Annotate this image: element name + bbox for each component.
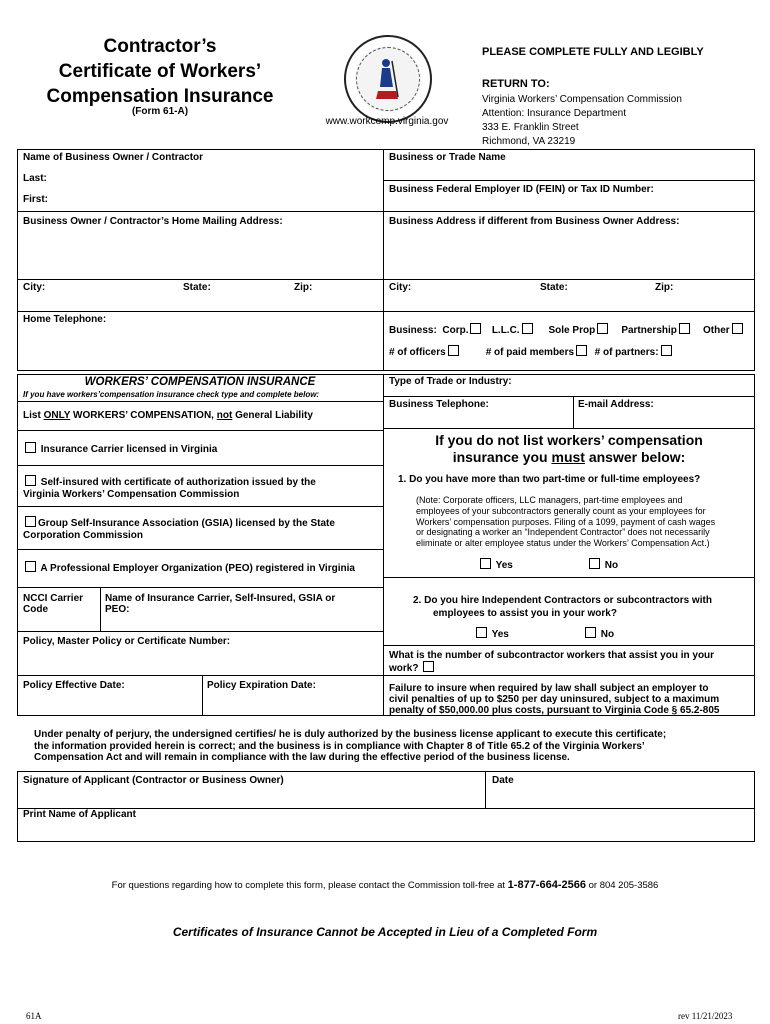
ncci-code-field[interactable]: [23, 593, 83, 615]
signature-field[interactable]: Signature of Applicant (Contractor or Business Owner): [23, 775, 284, 786]
contact-post: or 804 205-3586: [585, 880, 659, 891]
cert-line2: the information provided herein is correct; and the business is in compliance with Chapter 8 of Title 65.2 of the Virginia Workers’: [34, 740, 645, 752]
divider: [383, 180, 755, 181]
divider: [17, 587, 383, 588]
self-insured-label2: Virginia Workers’ Compensation Commission: [23, 489, 240, 500]
list-post: General Liability: [232, 410, 313, 421]
question-1-note: [416, 495, 715, 549]
title-line1: Contractor’s: [103, 36, 217, 57]
heading2-post: answer below:: [584, 449, 686, 465]
business-address-field[interactable]: Business Address if different from Business Owner Address:: [389, 216, 680, 227]
contact-pre: For questions regarding how to complete this form, please contact the Commission toll-free at: [111, 880, 508, 891]
carrier-name-label2: PEO:: [105, 604, 130, 615]
carrier-name-label1: Name of Insurance Carrier, Self-Insured, GSIA or: [105, 593, 336, 604]
trade-type-field[interactable]: Type of Trade or Industry:: [389, 376, 512, 387]
owner-name-label: Name of Business Owner / Contractor: [23, 152, 204, 163]
penalty-notice: [389, 683, 720, 716]
date-field[interactable]: Date: [492, 775, 514, 786]
llc-label: L.L.C.: [491, 325, 520, 336]
divider: [17, 675, 383, 676]
officers-checkbox[interactable]: [448, 345, 459, 356]
title-line2: Certificate of Workers’: [58, 61, 262, 82]
form-number: (Form 61-A): [131, 106, 189, 117]
sub-count-checkbox[interactable]: [423, 661, 434, 672]
gsia-label1: Group Self-Insurance Association (GSIA) licensed by the State: [38, 518, 335, 529]
questions-heading1: If you do not list workers’ compensation: [435, 432, 703, 448]
self-insured-label1: Self-insured with certificate of authorization issued by the: [40, 477, 316, 488]
divider: [17, 211, 383, 212]
divider: [383, 645, 755, 646]
sub-count-line2: work?: [389, 663, 419, 674]
divider: [17, 279, 383, 280]
title-line3: Compensation Insurance: [46, 86, 274, 107]
heading2-must: must: [551, 449, 585, 465]
sole-prop-label: Sole Prop: [548, 325, 596, 336]
q1-no-option[interactable]: [587, 558, 618, 571]
divider: [100, 587, 101, 631]
address-line1: Virginia Workers’ Compensation Commission: [482, 94, 682, 105]
effective-date-field[interactable]: Policy Effective Date:: [23, 680, 125, 691]
revision-date: rev 11/21/2023: [678, 1011, 733, 1021]
list-mid: WORKERS’ COMPENSATION,: [70, 410, 217, 421]
question-2-line1: 2. Do you hire Independent Contractors or subcontractors with: [413, 595, 712, 606]
wc-heading: WORKERS’ COMPENSATION INSURANCE: [84, 376, 316, 388]
business-city-field[interactable]: City:: [389, 282, 412, 293]
fein-field[interactable]: Business Federal Employer ID (FEIN) or Tax ID Number:: [389, 184, 654, 195]
form-id: 61A: [26, 1011, 42, 1021]
divider: [17, 311, 383, 312]
peo-label: A Professional Employer Organization (PEO) registered in Virginia: [40, 563, 355, 574]
option-gsia[interactable]: [23, 516, 335, 542]
question-1: 1. Do you have more than two part-time or full-time employees?: [398, 474, 701, 485]
address-line4: Richmond, VA 23219: [482, 136, 576, 147]
partnership-label: Partnership: [621, 325, 677, 336]
owner-city-field[interactable]: City:: [23, 282, 46, 293]
divider: [383, 396, 755, 397]
paid-members-checkbox[interactable]: [576, 345, 587, 356]
divider: [17, 506, 383, 507]
q2-no-option[interactable]: [583, 627, 614, 640]
first-name-field[interactable]: First:: [23, 194, 48, 205]
gsia-checkbox[interactable]: [25, 516, 36, 527]
divider: [383, 428, 755, 429]
corp-label: Corp.: [442, 325, 469, 336]
address-line2: Attention: Insurance Department: [482, 108, 626, 119]
q1-yes-label: Yes: [495, 560, 513, 571]
print-name-field[interactable]: Print Name of Applicant: [23, 809, 136, 820]
wc-list-instruction: [23, 410, 313, 421]
officers-label: # of officers: [389, 347, 446, 358]
divider: [485, 771, 486, 808]
note-line2: employees of your subcontractors generally count as your employees for: [416, 505, 706, 516]
home-phone-field[interactable]: Home Telephone:: [23, 314, 107, 325]
partners-checkbox[interactable]: [661, 345, 672, 356]
subcontractor-count-field[interactable]: [389, 650, 714, 674]
divider: [383, 675, 755, 676]
owner-state-field[interactable]: State:: [183, 282, 211, 293]
divider: [383, 149, 384, 371]
return-address: [482, 93, 682, 149]
partners-label: # of partners:: [594, 347, 659, 358]
carrier-name-field[interactable]: [105, 593, 335, 615]
ncci-label1: NCCI Carrier: [23, 593, 84, 604]
self-insured-checkbox[interactable]: [25, 475, 36, 486]
question-2-line2: employees to assist you in your work?: [433, 608, 617, 619]
question-2: [413, 594, 712, 620]
divider: [573, 396, 574, 428]
trade-name-field[interactable]: Business or Trade Name: [389, 152, 506, 163]
divider: [383, 374, 384, 716]
other-checkbox[interactable]: [732, 323, 743, 334]
business-type-label: Business:: [389, 325, 437, 336]
business-type-row: [389, 323, 745, 336]
option-licensed-carrier[interactable]: [23, 442, 217, 455]
q1-yes-checkbox[interactable]: [480, 558, 491, 569]
sub-count-line1: What is the number of subcontractor workers that assist you in your: [389, 650, 715, 661]
divider: [383, 311, 755, 312]
virginia-seal-logo: [344, 35, 432, 123]
note-line5: eliminate or alter employee status under the Workers’ Compensation Act.): [416, 538, 710, 549]
seal-figure-icon: [376, 57, 402, 103]
owner-zip-field[interactable]: Zip:: [294, 282, 313, 293]
ncci-label2: Code: [23, 604, 48, 615]
partnership-checkbox[interactable]: [679, 323, 690, 334]
penalty-line3: penalty of $50,000.00 plus costs, pursuant to Virginia Code § 65.2-805: [389, 705, 720, 716]
note-line1: (Note: Corporate officers, LLC managers, part-time employees and: [416, 495, 683, 505]
licensed-carrier-checkbox[interactable]: [25, 442, 36, 453]
policy-number-field[interactable]: Policy, Master Policy or Certificate Number:: [23, 636, 231, 647]
divider: [17, 631, 383, 632]
divider: [383, 279, 755, 280]
q1-yes-option[interactable]: [478, 558, 513, 571]
list-only: ONLY: [43, 410, 71, 421]
note-line4: or designating a worker an “Independent Contractor” does not necessarily: [416, 527, 710, 538]
cert-line1: Under penalty of perjury, the undersigned certifies/ he is duly authorized by the business license applicant to execute this certificate;: [34, 729, 667, 740]
option-peo[interactable]: [23, 561, 355, 574]
divider: [17, 430, 383, 431]
divider: [17, 401, 383, 402]
note-line3: Workers’ compensation purposes. Filing of a 1099, payment of cash wages: [416, 516, 716, 527]
q1-no-checkbox[interactable]: [589, 558, 600, 569]
q2-yes-checkbox[interactable]: [476, 627, 487, 638]
q2-no-checkbox[interactable]: [585, 627, 596, 638]
q1-no-label: No: [604, 560, 619, 571]
peo-checkbox[interactable]: [25, 561, 36, 572]
q2-no-label: No: [600, 629, 615, 640]
owner-business-table: [17, 149, 755, 371]
website[interactable]: www.workcomp.virginia.gov: [325, 116, 449, 127]
notice: Certificates of Insurance Cannot be Accepted in Lieu of a Completed Form: [172, 925, 598, 939]
last-name-field[interactable]: Last:: [23, 173, 47, 184]
divider: [383, 577, 755, 578]
option-self-insured[interactable]: [23, 475, 316, 501]
business-state-field[interactable]: State:: [540, 282, 568, 293]
wc-subheading: If you have workers’compensation insurance check type and complete below:: [23, 390, 320, 399]
form-title: [20, 34, 300, 109]
q2-yes-label: Yes: [491, 629, 509, 640]
penalty-line2: civil penalties of up to $250 per day uninsured, subject to a maximum: [389, 694, 720, 705]
divider: [17, 465, 383, 466]
expiration-date-field[interactable]: Policy Expiration Date:: [207, 680, 316, 691]
business-zip-field[interactable]: Zip:: [655, 282, 674, 293]
divider: [17, 549, 383, 550]
instruction: PLEASE COMPLETE FULLY AND LEGIBLY: [482, 46, 704, 58]
questions-heading: [383, 432, 755, 466]
q2-yes-option[interactable]: [474, 627, 509, 640]
address-line3: 333 E. Franklin Street: [482, 122, 579, 133]
contact-line: [0, 879, 770, 891]
return-to: RETURN TO:: [482, 78, 550, 90]
member-count-row: [389, 345, 674, 358]
email-field[interactable]: E-mail Address:: [578, 399, 654, 410]
penalty-line1: Failure to insure when required by law shall subject an employer to: [389, 683, 709, 694]
certification-text: [34, 729, 666, 764]
divider: [202, 675, 203, 716]
divider: [383, 211, 755, 212]
llc-checkbox[interactable]: [522, 323, 533, 334]
gsia-label2: Corporation Commission: [23, 530, 144, 541]
business-telephone-field[interactable]: Business Telephone:: [389, 399, 489, 410]
heading2-pre: insurance you: [452, 449, 552, 465]
toll-free-phone[interactable]: 1-877-664-2566: [507, 879, 586, 891]
list-pre: List: [23, 410, 44, 421]
corp-checkbox[interactable]: [470, 323, 481, 334]
paid-members-label: # of paid members: [485, 347, 575, 358]
list-not: not: [216, 410, 233, 421]
home-address-field[interactable]: Business Owner / Contractor’s Home Mailing Address:: [23, 216, 283, 227]
sole-prop-checkbox[interactable]: [597, 323, 608, 334]
other-label: Other: [703, 325, 730, 336]
cert-line3: Compensation Act and will remain in compliance with the law during the effective period of the business license.: [34, 752, 570, 763]
licensed-carrier-label: Insurance Carrier licensed in Virginia: [40, 444, 218, 455]
